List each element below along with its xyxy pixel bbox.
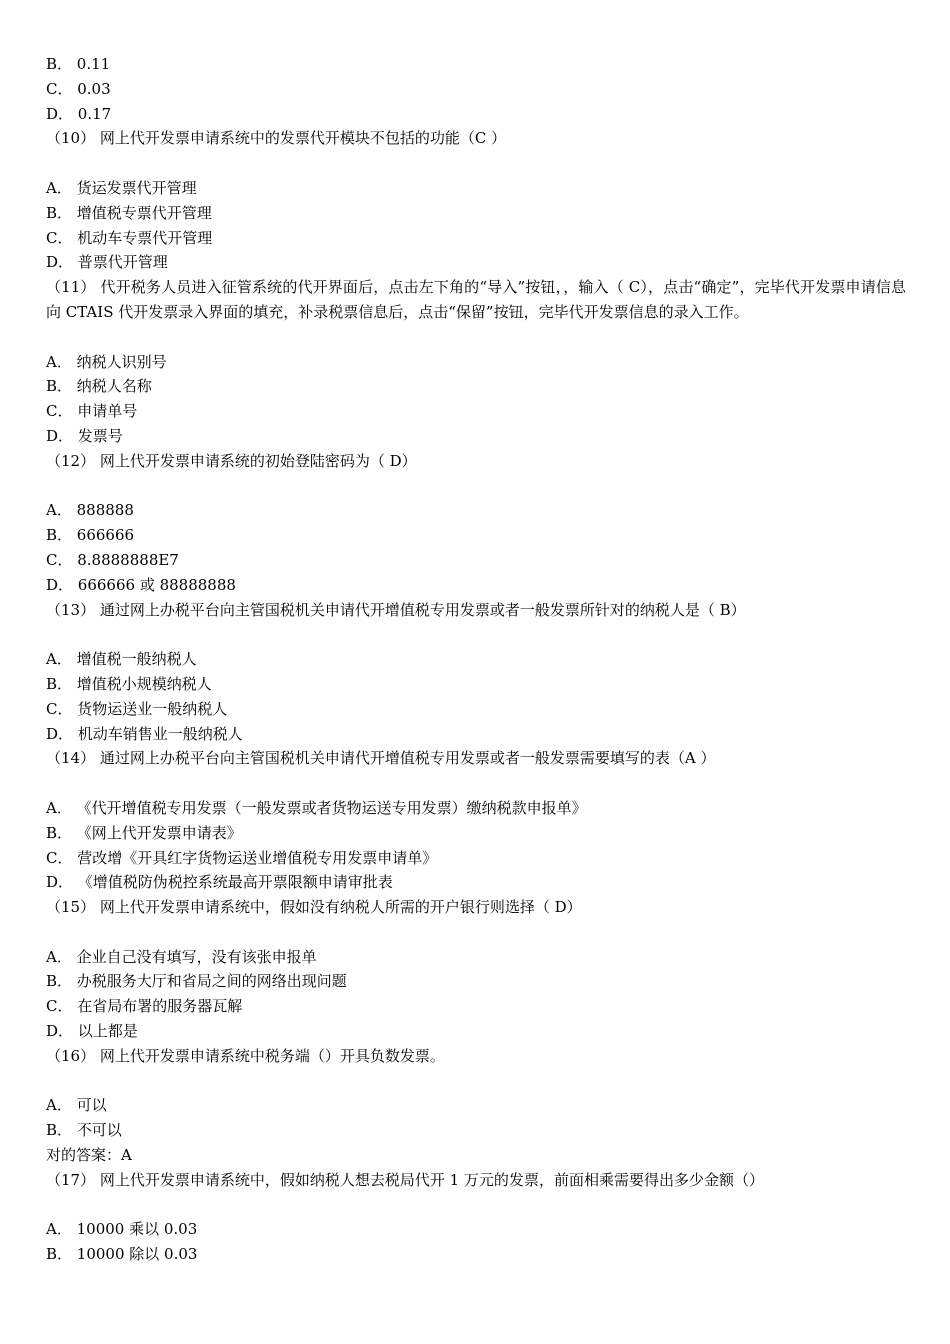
answer-option: A． 10000 乘以 0.03 <box>46 1220 198 1239</box>
question-text: （16） 网上代开发票申请系统中税务端（）开具负数发票。 <box>46 1046 445 1065</box>
answer-option: 对的答案：A <box>46 1146 132 1165</box>
question-text: （11） 代开税务人员进入征管系统的代开界面后，点击左下角的“导入”按钮，，输入（ C），点击“确定”，完毕代开发票申请信息向 CTAIS 代开发票录入界面的填充，补录税票信息后，点击“保留”按钮，完毕代开发票信息的录入工作。 <box>46 278 906 321</box>
answer-option: D． 普票代开管理 <box>46 253 168 272</box>
blank-line <box>46 1069 906 1094</box>
answer-option: B． 纳税人名称 <box>46 377 152 396</box>
blank-line <box>46 474 906 499</box>
answer-option: D． 《增值税防伪税控系统最高开票限额申请审批表 <box>46 873 393 892</box>
blank-line <box>46 151 906 176</box>
answer-option: C． 在省局布署的服务器瓦解 <box>46 997 243 1016</box>
blank-line <box>46 1193 906 1218</box>
question-text: （15） 网上代开发票申请系统中，假如没有纳税人所需的开户银行则选择（ D） <box>46 898 582 917</box>
blank-line <box>46 920 906 945</box>
answer-option: B． 10000 除以 0.03 <box>46 1245 198 1264</box>
question-text: （10） 网上代开发票申请系统中的发票代开模块不包括的功能（C ） <box>46 129 507 148</box>
answer-option: D． 发票号 <box>46 426 123 445</box>
question-text: （14） 通过网上办税平台向主管国税机关申请代开增值税专用发票或者一般发票需要填写的表（A ） <box>46 749 716 768</box>
question-text: （12） 网上代开发票申请系统的初始登陆密码为（ D） <box>46 451 417 470</box>
blank-line <box>46 325 906 350</box>
answer-option: C． 申请单号 <box>46 402 138 421</box>
answer-option: B． 增值税专票代开管理 <box>46 203 212 222</box>
answer-option: B． 不可以 <box>46 1121 122 1140</box>
answer-option: A． 企业自己没有填写，没有该张申报单 <box>46 947 317 966</box>
answer-option: A． 《代开增值税专用发票（一般发票或者货物运送专用发票）缴纳税款申报单》 <box>46 798 587 817</box>
answer-option: B． 增值税小规模纳税人 <box>46 674 212 693</box>
blank-line <box>46 622 906 647</box>
question-text: （17） 网上代开发票申请系统中，假如纳税人想去税局代开 1 万元的发票，前面相乘需要得出多少金额（） <box>46 1170 764 1189</box>
answer-option: C． 机动车专票代开管理 <box>46 228 213 247</box>
answer-option: B． 0.11 <box>46 55 111 73</box>
answer-option: A． 货运发票代开管理 <box>46 178 197 197</box>
answer-option: A． 888888 <box>46 501 134 520</box>
answer-option: C． 8.8888888E7 <box>46 550 179 569</box>
answer-option: D． 机动车销售业一般纳税人 <box>46 724 243 743</box>
answer-option: C． 0.03 <box>46 79 111 98</box>
answer-option: A． 增值税一般纳税人 <box>46 650 197 669</box>
question-text: （13） 通过网上办税平台向主管国税机关申请代开增值税专用发票或者一般发票所针对的纳税人是（ B） <box>46 600 746 619</box>
answer-option: D． 0.17 <box>46 104 112 123</box>
answer-option: C． 货物运送业一般纳税人 <box>46 699 228 718</box>
answer-option: D． 以上都是 <box>46 1022 138 1041</box>
answer-option: B． 666666 <box>46 526 135 545</box>
answer-option: C． 营改增《开具红字货物运送业增值税专用发票申请单》 <box>46 848 438 867</box>
blank-line <box>46 771 906 796</box>
answer-option: A． 纳税人识别号 <box>46 352 167 371</box>
answer-option: D． 666666 或 88888888 <box>46 575 236 594</box>
answer-option: A． 可以 <box>46 1096 107 1115</box>
answer-option: B． 办税服务大厅和省局之间的网络出现问题 <box>46 972 347 991</box>
answer-option: B． 《网上代开发票申请表》 <box>46 823 242 842</box>
